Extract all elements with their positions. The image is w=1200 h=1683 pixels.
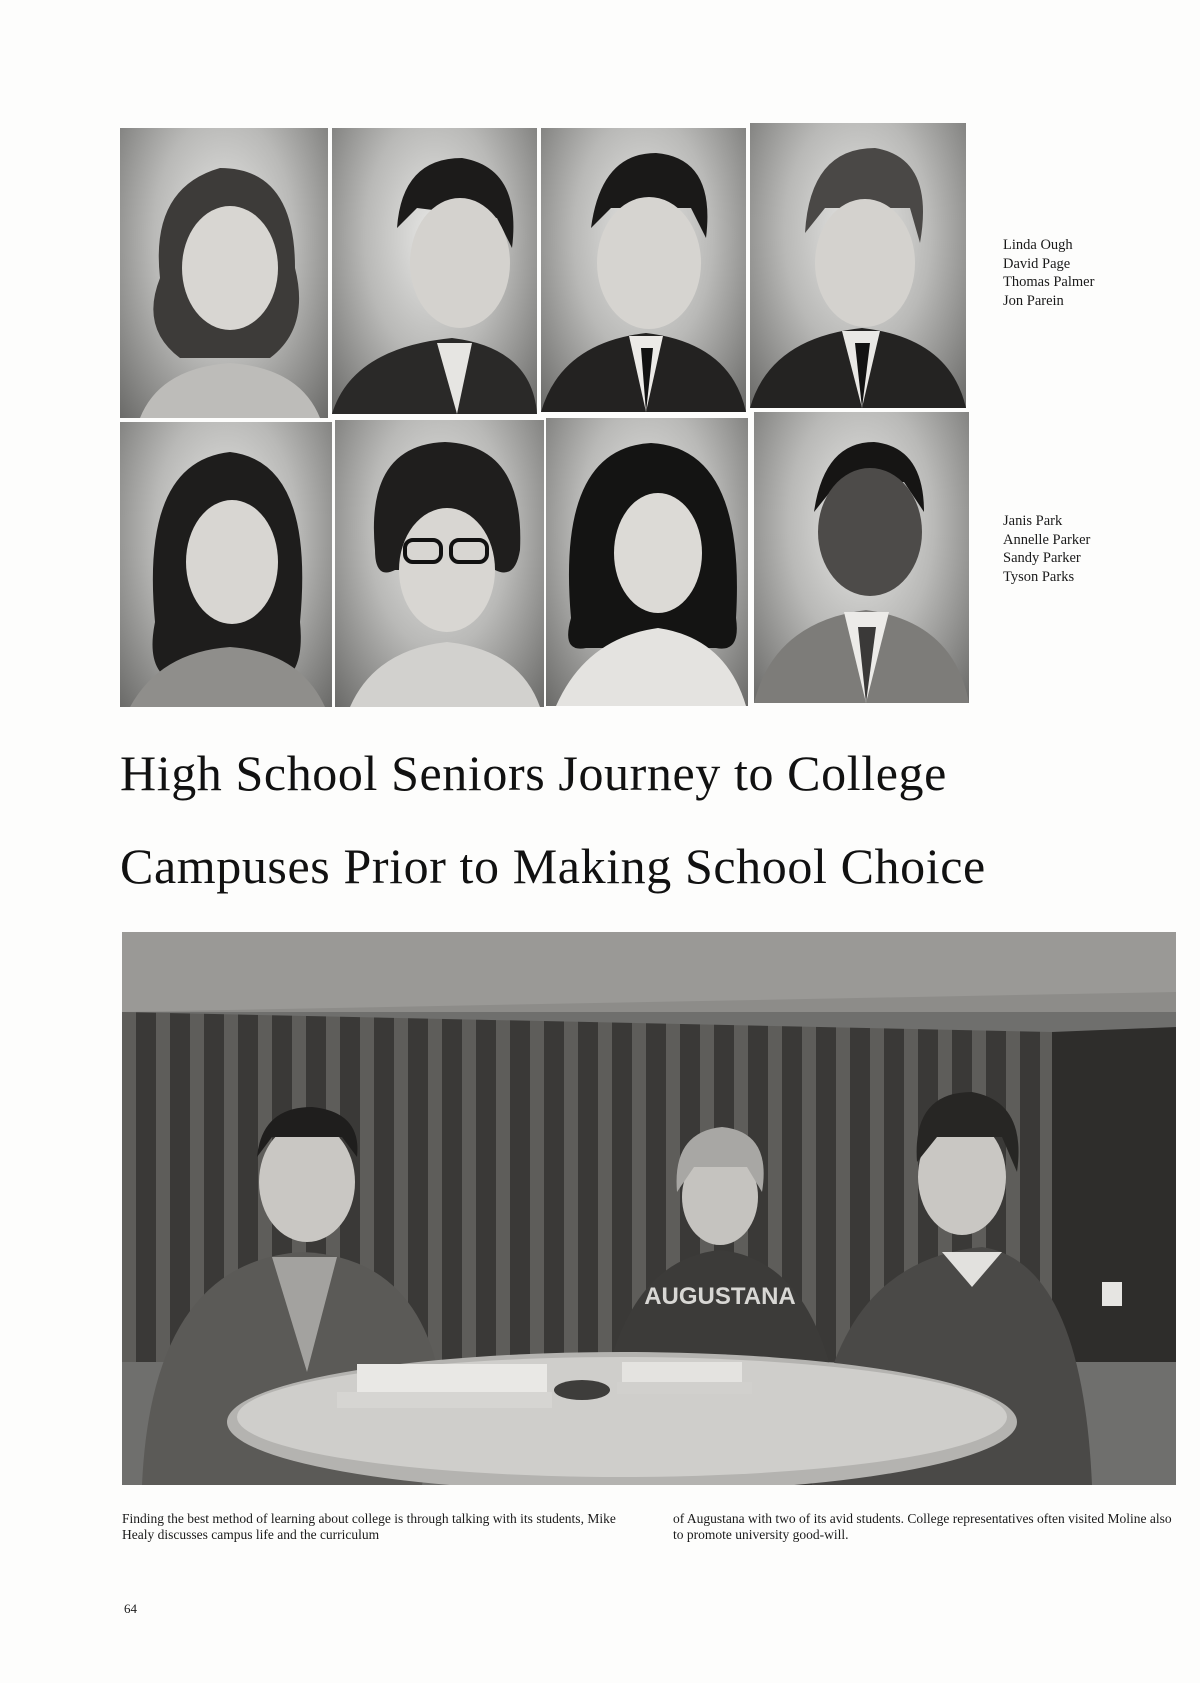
name-label: Annelle Parker [1003, 531, 1091, 548]
portrait-sandy-parker [546, 418, 748, 706]
name-list-row-2 [1003, 512, 1090, 586]
portrait-figure [541, 128, 746, 412]
name-label: Janis Park [1003, 513, 1063, 529]
name-label: Jon Parein [1003, 292, 1064, 309]
name-label: Thomas Palmer [1003, 274, 1095, 290]
portrait-figure [332, 128, 537, 414]
portrait-figure [120, 128, 328, 418]
portrait-figure [546, 418, 748, 706]
name-label: David Page [1003, 255, 1071, 272]
portrait-annelle-parker [335, 420, 544, 707]
page-number: 64 [124, 1601, 137, 1616]
name-label: Tyson Parks [1003, 568, 1075, 585]
portrait-figure [335, 420, 544, 707]
caption-left: Finding the best method of learning about college is through talking with its students, Mike Healy discusses campus life and the curriculum [122, 1511, 616, 1542]
headline-line-1: High School Seniors Journey to College [120, 745, 947, 801]
name-label: Sandy Parker [1003, 550, 1081, 566]
portrait-thomas-palmer [541, 128, 746, 412]
headline-line-2: Campuses Prior to Making School Choice [120, 838, 986, 894]
portrait-tyson-parks [754, 412, 969, 703]
name-list-row-1 [1003, 236, 1094, 310]
portrait-jon-parein [750, 123, 966, 408]
portrait-figure [120, 422, 332, 707]
group-photo-scene [122, 932, 1176, 1485]
group-photo [122, 932, 1176, 1485]
portrait-figure [750, 123, 966, 408]
portrait-janis-park [120, 422, 332, 707]
name-label: Linda Ough [1003, 237, 1073, 253]
sweatshirt-text: AUGUSTANA [644, 1283, 796, 1310]
portrait-figure [754, 412, 969, 703]
caption-right: of Augustana with two of its avid students. College representatives often visited Moline also to promote university good-will. [673, 1511, 1172, 1542]
portrait-linda-ough [120, 128, 328, 418]
portrait-david-page [332, 128, 537, 414]
